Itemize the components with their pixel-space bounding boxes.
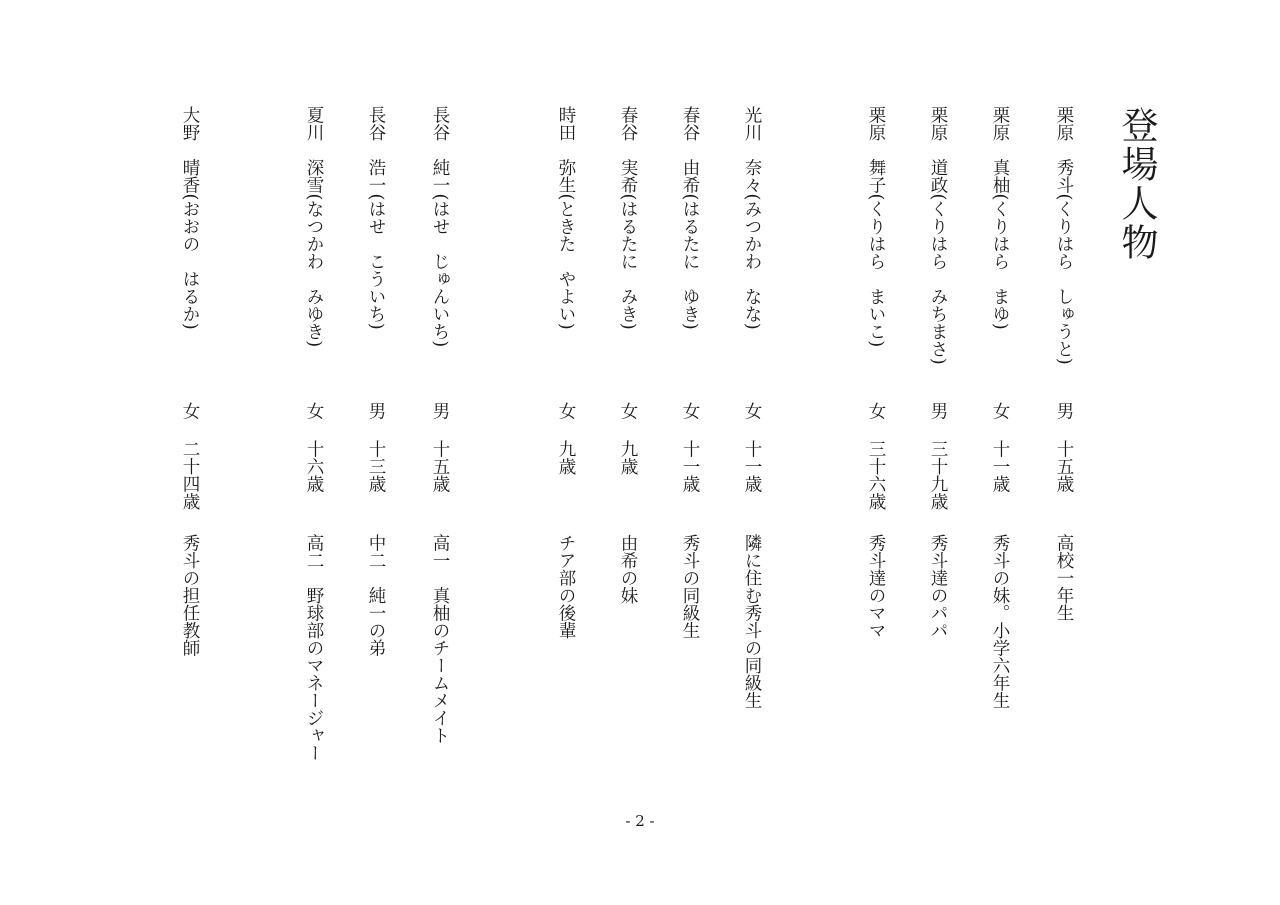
character-age: 十三歳 (366, 440, 386, 493)
character-entry (926, 106, 950, 806)
character-gender: 女 (866, 402, 886, 420)
character-description: 隣に住む秀斗の同級生 (742, 534, 762, 709)
character-name: 栗原 秀斗(くりはら しゅうと) (1054, 106, 1074, 365)
character-description: 高二 野球部のマネージャー (304, 534, 324, 762)
character-gender: 女 (742, 402, 762, 420)
character-entry (178, 106, 202, 806)
character-age: 九歳 (556, 440, 576, 475)
character-entry (864, 106, 888, 806)
character-age: 三十六歳 (866, 440, 886, 510)
character-age: 十五歳 (1054, 440, 1074, 493)
character-age: 十六歳 (304, 440, 324, 493)
character-description: 秀斗達のパパ (928, 534, 948, 639)
character-gender: 女 (180, 402, 200, 420)
character-description: 中二 純一の弟 (366, 534, 386, 657)
character-name: 長谷 純一(はせ じゅんいち) (430, 106, 450, 348)
character-description: 高一 真柚のチームメイト (430, 534, 450, 744)
character-gender: 男 (1054, 402, 1074, 420)
character-name: 栗原 真柚(くりはら まゆ) (990, 106, 1010, 330)
character-gender: 女 (556, 402, 576, 420)
character-name: 長谷 浩一(はせ こういち) (366, 106, 386, 330)
character-entry (678, 106, 702, 806)
character-description: 秀斗達のママ (866, 534, 886, 639)
character-name: 春谷 実希(はるたに みき) (618, 106, 638, 330)
character-age: 十一歳 (742, 440, 762, 493)
character-name: 夏川 深雪(なつかわ みゆき) (304, 106, 324, 348)
character-age: 十一歳 (680, 440, 700, 493)
page-number: - 2 - (625, 812, 655, 830)
character-description: チア部の後輩 (556, 534, 576, 639)
character-entry (988, 106, 1012, 806)
character-gender: 男 (430, 402, 450, 420)
character-age: 十一歳 (990, 440, 1010, 493)
character-name: 時田 弥生(ときた やよい) (556, 106, 576, 330)
character-age: 九歳 (618, 440, 638, 475)
character-entry (1052, 106, 1076, 806)
character-gender: 男 (366, 402, 386, 420)
character-age: 三十九歳 (928, 440, 948, 510)
character-gender: 女 (990, 402, 1010, 420)
character-gender: 男 (928, 402, 948, 420)
character-name: 光川 奈々(みつかわ なな) (742, 106, 762, 330)
character-entry (616, 106, 640, 806)
character-name: 栗原 道政(くりはら みちまさ) (928, 106, 948, 365)
character-description: 高校一年生 (1054, 534, 1074, 622)
character-age: 二十四歳 (180, 440, 200, 510)
character-entry (302, 106, 326, 806)
character-name: 栗原 舞子(くりはら まいこ) (866, 106, 886, 348)
character-entry (364, 106, 388, 806)
character-entry (428, 106, 452, 806)
character-entry (740, 106, 764, 806)
character-description: 由希の妹 (618, 534, 638, 604)
character-age: 十五歳 (430, 440, 450, 493)
character-gender: 女 (680, 402, 700, 420)
character-description: 秀斗の妹。小学六年生 (990, 534, 1010, 709)
character-description: 秀斗の同級生 (680, 534, 700, 639)
character-entry (554, 106, 578, 806)
character-name: 春谷 由希(はるたに ゆき) (680, 106, 700, 330)
character-description: 秀斗の担任教師 (180, 534, 200, 657)
character-gender: 女 (618, 402, 638, 420)
character-gender: 女 (304, 402, 324, 420)
page-title: 登場人物 (1115, 106, 1158, 262)
character-name: 大野 晴香(おおの はるか) (180, 106, 200, 330)
